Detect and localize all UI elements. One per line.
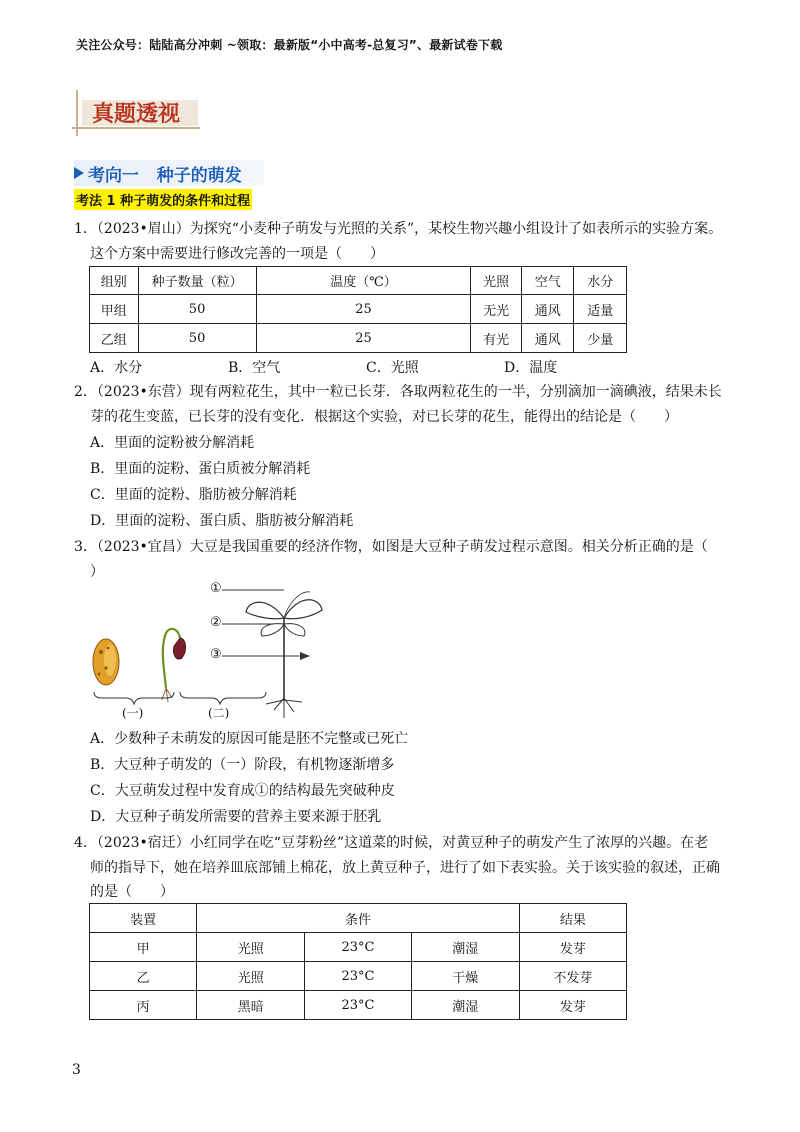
q1-table	[89, 266, 627, 353]
q4-table	[89, 903, 627, 1020]
q3-line1: 3．（2023•宜昌）大豆是我国重要的经济作物，如图是大豆种子萌发过程示意图。相关分析正确的是（	[74, 539, 708, 555]
table-cell: 潮湿	[411, 991, 519, 1020]
table-cell: 丙	[90, 991, 197, 1020]
figure-stage-1-label: (一)	[122, 706, 144, 720]
q2-option-a: A．里面的淀粉被分解消耗	[90, 435, 255, 451]
q2-option-c: C．里面的淀粉、脂肪被分解消耗	[90, 487, 297, 503]
q1-header-cell: 温度（℃）	[256, 267, 471, 295]
q4-line3: 的是（ ）	[90, 884, 174, 900]
kaofa-label: 考法 1 种子萌发的条件和过程	[74, 189, 252, 210]
table-cell: 黑暗	[197, 991, 305, 1020]
table-cell: 适量	[574, 295, 627, 324]
table-cell: 甲组	[90, 295, 139, 324]
q3-option-d: D．大豆种子萌发所需要的营养主要来源于胚乳	[90, 809, 382, 825]
table-cell: 不发芽	[519, 962, 626, 991]
q4-header-cell: 条件	[197, 904, 520, 933]
q4-line1: 4．（2023•宿迁）小红同学在吃“豆芽粉丝”这道菜的时候，对黄豆种子的萌发产生了浓厚的兴趣。在老	[74, 835, 709, 851]
table-cell: 光照	[197, 962, 305, 991]
q2-line1: 2．（2023•东营）现有两粒花生，其中一粒已长芽．各取两粒花生的一半，分别滴加一滴碘液，结果未长	[74, 384, 722, 400]
table-cell: 50	[138, 295, 256, 324]
q2-option-d: D．里面的淀粉、蛋白质、脂肪被分解消耗	[90, 513, 354, 529]
figure-label-3: ③	[210, 647, 222, 662]
q3-option-c: C．大豆萌发过程中发育成①的结构最先突破种皮	[90, 783, 395, 799]
table-cell: 乙	[90, 962, 197, 991]
q4-line2: 师的指导下，她在培养皿底部铺上棉花，放上黄豆种子，进行了如下表实验。关于该实验的叙述，正确	[90, 860, 720, 876]
table-cell: 干燥	[411, 962, 519, 991]
table-cell: 有光	[471, 324, 522, 353]
roots-icon	[266, 698, 302, 718]
table-cell: 23°C	[305, 991, 411, 1020]
table-cell: 光照	[197, 933, 305, 962]
table-cell: 少量	[574, 324, 627, 353]
q1-header-cell: 水分	[574, 267, 627, 295]
soybean-germination-diagram	[88, 578, 328, 720]
figure-stage-2-label: (二)	[208, 706, 230, 720]
table-row	[90, 991, 627, 1020]
table-cell: 23°C	[305, 933, 411, 962]
table-row	[90, 295, 627, 324]
q3-figure	[88, 578, 328, 720]
q2-line2: 芽的花生变蓝，已长芽的没有变化．根据这个实验，对已长芽的花生，能得出的结论是（ ）	[90, 409, 678, 425]
page-number: 3	[72, 1062, 81, 1078]
q1-option-a: A．水分	[90, 360, 143, 376]
table-cell: 50	[138, 324, 256, 353]
table-cell: 25	[256, 295, 471, 324]
table-cell: 通风	[521, 324, 574, 353]
q1-line1: 1．（2023•眉山）为探究“小麦种子萌发与光照的关系”，某校生物兴趣小组设计了如表所示的实验方案。	[74, 221, 723, 237]
leaf-left-icon	[246, 602, 284, 619]
q1-option-d: D．温度	[504, 360, 558, 376]
q1-header-cell: 空气	[521, 267, 574, 295]
banner-vertical-rule	[76, 90, 78, 136]
table-cell: 23°C	[305, 962, 411, 991]
brace-stage-2	[180, 692, 266, 704]
table-cell: 25	[256, 324, 471, 353]
section-title: 考向一 种子的萌发	[88, 166, 242, 186]
q1-header-cell: 组别	[90, 267, 139, 295]
table-cell: 无光	[471, 295, 522, 324]
q1-header-cell: 种子数量（粒）	[138, 267, 256, 295]
banner-title: 真题透视	[92, 102, 181, 127]
q3-option-b: B．大豆种子萌发的（一）阶段，有机物逐渐增多	[90, 757, 395, 773]
table-cell: 通风	[521, 295, 574, 324]
q1-option-c: C．光照	[366, 360, 419, 376]
triangle-arrow-icon	[74, 167, 84, 179]
table-row	[90, 933, 627, 962]
q4-header-cell: 装置	[90, 904, 197, 933]
q3-option-a: A．少数种子未萌发的原因可能是胚不完整或已死亡	[90, 731, 409, 747]
q1-header-cell: 光照	[471, 267, 522, 295]
q1-option-b: B．空气	[228, 360, 281, 376]
q3-line2: ）	[90, 564, 104, 580]
q1-line2: 这个方案中需要进行修改完善的一项是（ ）	[90, 246, 384, 262]
leaf-right-icon	[284, 600, 322, 619]
sprout-cotyledon-icon	[173, 638, 185, 659]
arrowhead-icon	[300, 652, 310, 660]
figure-label-2: ②	[210, 615, 222, 630]
header-note: 关注公众号：陆陆高分冲刺 ~领取：最新版“小中高考-总复习”、最新试卷下载	[76, 38, 503, 52]
section-heading	[74, 160, 264, 186]
table-cell: 乙组	[90, 324, 139, 353]
brace-stage-1	[94, 692, 174, 704]
table-cell: 发芽	[519, 991, 626, 1020]
q4-header-cell: 结果	[519, 904, 626, 933]
table-cell: 潮湿	[411, 933, 519, 962]
table-row	[90, 962, 627, 991]
table-cell: 发芽	[519, 933, 626, 962]
table-row	[90, 324, 627, 353]
q2-option-b: B．里面的淀粉、蛋白质被分解消耗	[90, 461, 311, 477]
figure-label-1: ①	[210, 581, 222, 596]
banner	[72, 90, 202, 136]
table-cell: 甲	[90, 933, 197, 962]
